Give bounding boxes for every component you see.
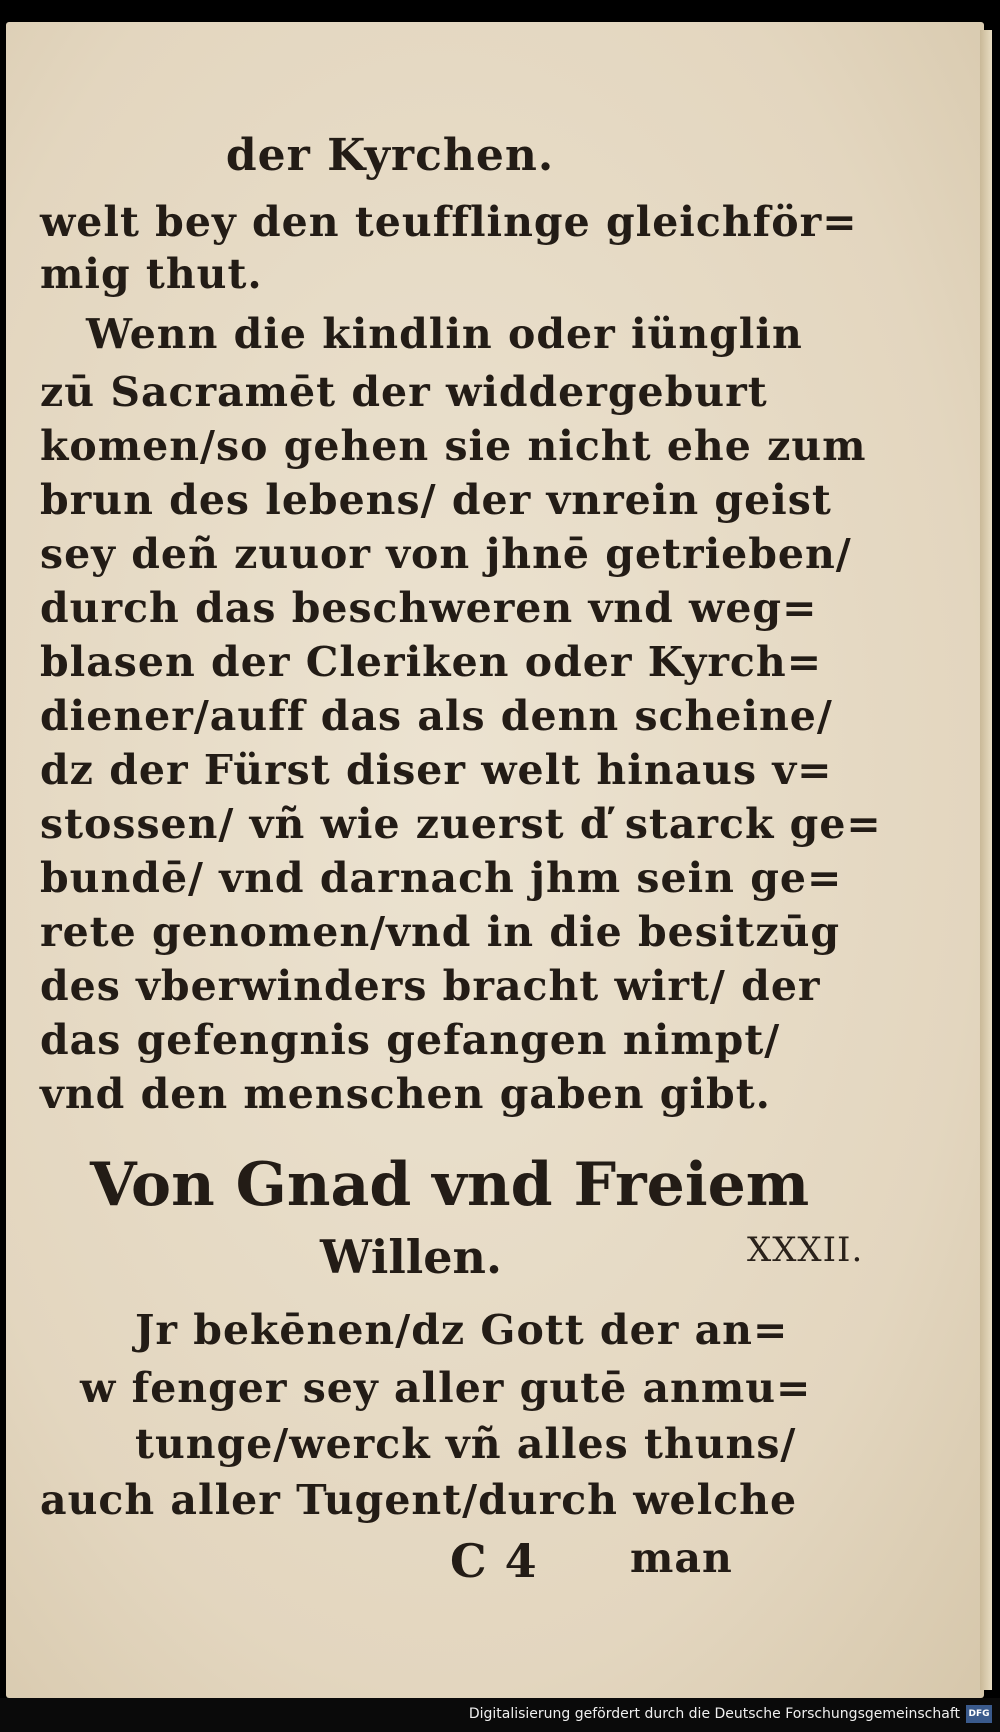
body-line: sey deñ zuuor von jhnē getrieben/: [40, 530, 852, 578]
body-line: stossen/ vñ wie zuerst ď starck ge=: [40, 800, 882, 848]
dfg-logo: DFG: [966, 1705, 992, 1723]
section-subheading: Willen.: [320, 1230, 503, 1284]
section-heading: Von Gnad vnd Freiem: [90, 1150, 810, 1220]
body-line: komen/so gehen sie nicht ehe zum: [40, 422, 867, 470]
body-line: rete genomen/vnd in die besitzūg: [40, 908, 841, 956]
body-line: diener/auff das als denn scheine/: [40, 692, 833, 740]
section-line: w fenger sey aller gutē anmu=: [80, 1364, 812, 1412]
running-head: der Kyrchen.: [225, 130, 555, 181]
body-line: des vberwinders bracht wirt/ der: [40, 962, 821, 1010]
body-line: vnd den menschen gaben gibt.: [40, 1070, 771, 1118]
catchword: man: [630, 1534, 733, 1582]
body-line: das gefengnis gefangen nimpt/: [40, 1016, 781, 1064]
body-line: dz der Fürst diser welt hinaus v=: [40, 746, 833, 794]
section-line: auch aller Tugent/durch welche: [40, 1476, 798, 1524]
section-line: Jr bekēnen/dz Gott der an=: [135, 1306, 789, 1354]
body-line: blasen der Cleriken oder Kyrch=: [40, 638, 823, 686]
signature-mark: C 4: [450, 1534, 538, 1588]
section-line: tunge/werck vñ alles thuns/: [135, 1420, 797, 1468]
body-line: Wenn die kindlin oder iünglin: [86, 310, 803, 358]
body-line: zū Sacramēt der widdergeburt: [40, 368, 768, 416]
footer-bar: [0, 1698, 1000, 1732]
body-line: mig thut.: [40, 250, 263, 298]
footer-credit: Digitalisierung gefördert durch die Deutsche Forschungsgemeinschaft: [468, 1706, 960, 1722]
marginal-number: XXXII.: [747, 1230, 864, 1270]
body-line: welt bey den teufflinge gleichför=: [40, 198, 858, 246]
body-line: durch das beschweren vnd weg=: [40, 584, 818, 632]
page-edge: [980, 30, 992, 1690]
body-line: bundē/ vnd darnach jhm sein ge=: [40, 854, 843, 902]
body-line: brun des lebens/ der vnrein geist: [40, 476, 832, 524]
